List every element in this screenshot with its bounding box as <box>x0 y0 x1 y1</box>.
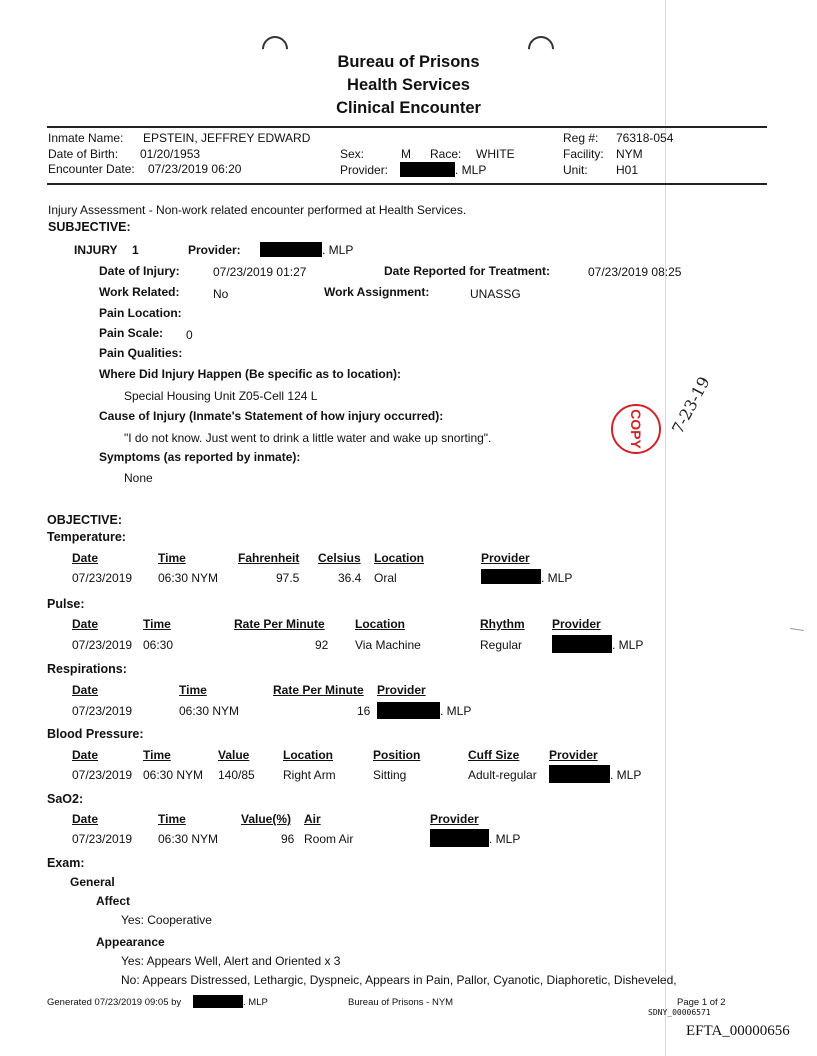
sao2-header-provider: Provider <box>430 812 479 826</box>
respirations-label: Respirations: <box>47 662 127 676</box>
efta-number: EFTA_00000656 <box>686 1023 790 1039</box>
date-reported-value: 07/23/2019 08:25 <box>588 265 682 279</box>
bp-header-date: Date <box>72 748 99 762</box>
respirations-rate: 16 <box>357 704 371 718</box>
handwritten-date: 7-23-19 <box>668 373 714 437</box>
sao2-date: 07/23/2019 <box>72 832 133 846</box>
blood-pressure-label: Blood Pressure: <box>47 727 144 741</box>
temperature-header-date: Date <box>72 551 99 565</box>
copy-stamp <box>611 404 661 454</box>
pulse-header-provider: Provider <box>552 617 601 631</box>
unit-label: Unit: <box>563 163 588 177</box>
where-value: Special Housing Unit Z05-Cell 124 L <box>124 389 318 403</box>
pain-scale-label: Pain Scale: <box>99 326 164 340</box>
bp-header-location: Location <box>283 748 333 762</box>
scan-fold-line <box>665 0 666 1056</box>
provider-suffix: . MLP <box>455 163 487 177</box>
temperature-header-fahrenheit: Fahrenheit <box>238 551 300 565</box>
respirations-provider: . MLP <box>440 704 472 718</box>
sao2-header-date: Date <box>72 812 99 826</box>
redaction-box <box>430 829 489 847</box>
temperature-header-location: Location <box>374 551 424 565</box>
work-assignment-value: UNASSG <box>470 287 521 301</box>
footer-center: Bureau of Prisons - NYM <box>348 997 454 1008</box>
header-title-bureau: Bureau of Prisons <box>337 53 480 71</box>
symptoms-label: Symptoms (as reported by inmate): <box>99 450 301 464</box>
pulse-date: 07/23/2019 <box>72 638 133 652</box>
intro-text: Injury Assessment - Non-work related encounter performed at Health Services. <box>48 203 467 217</box>
temperature-date: 07/23/2019 <box>72 571 133 585</box>
exam-appearance-yes: Yes: Appears Well, Alert and Oriented x 3 <box>121 954 341 968</box>
provider-label: Provider: <box>340 163 389 177</box>
respirations-header-provider: Provider <box>377 683 426 697</box>
exam-heading: Exam: <box>47 856 85 870</box>
respirations-header-date: Date <box>72 683 99 697</box>
exam-appearance-no: No: Appears Distressed, Lethargic, Dyspneic, Appears in Pain, Pallor, Cyanotic, Diaphoretic, Disheveled, <box>121 973 677 987</box>
bp-header-time: Time <box>143 748 171 762</box>
sao2-header-air: Air <box>304 812 321 826</box>
temperature-location: Oral <box>374 571 397 585</box>
redaction-box <box>481 569 541 584</box>
redaction-box <box>377 702 440 719</box>
bp-value: 140/85 <box>218 768 255 782</box>
inmate-name: EPSTEIN, JEFFREY EDWARD <box>143 131 311 145</box>
bp-position: Sitting <box>373 768 407 782</box>
subjective-heading: SUBJECTIVE: <box>48 220 131 234</box>
sao2-header-value: Value(%) <box>241 812 292 826</box>
dob-label: Date of Birth: <box>48 147 119 161</box>
footer-generated: Generated 07/23/2019 09:05 by <box>47 997 182 1008</box>
race-value: WHITE <box>476 147 515 161</box>
exam-affect-label: Affect <box>96 894 131 908</box>
sao2-header-time: Time <box>158 812 186 826</box>
sao2-air: Room Air <box>304 832 354 846</box>
reg-value: 76318-054 <box>616 131 674 145</box>
temperature-provider: . MLP <box>541 571 573 585</box>
temperature-time: 06:30 NYM <box>158 571 219 585</box>
redaction-box <box>193 995 243 1008</box>
temperature-header-celsius: Celsius <box>318 551 361 565</box>
footer-page-number: Page 1 of 2 <box>677 997 726 1008</box>
pulse-header-rhythm: Rhythm <box>480 617 525 631</box>
temperature-header-time: Time <box>158 551 186 565</box>
respirations-time: 06:30 NYM <box>179 704 240 718</box>
unit-value: H01 <box>616 163 639 177</box>
reg-label: Reg #: <box>563 131 599 145</box>
work-assignment-label: Work Assignment: <box>324 285 430 299</box>
respirations-header-rate: Rate Per Minute <box>273 683 364 697</box>
pulse-time: 06:30 <box>143 638 174 652</box>
pulse-rhythm: Regular <box>480 638 523 652</box>
bp-cuff-size: Adult-regular <box>468 768 537 782</box>
bp-header-cuff-size: Cuff Size <box>468 748 520 762</box>
inmate-name-label: Inmate Name: <box>48 131 124 145</box>
objective-heading: OBJECTIVE: <box>47 513 123 527</box>
facility-label: Facility: <box>563 147 604 161</box>
pain-qualities-label: Pain Qualities: <box>99 346 183 360</box>
bp-date: 07/23/2019 <box>72 768 133 782</box>
injury-label: INJURY <box>74 243 118 257</box>
pain-scale-value: 0 <box>186 328 193 342</box>
sao2-time: 06:30 NYM <box>158 832 219 846</box>
cause-value: "I do not know. Just went to drink a little water and wake up snorting". <box>124 431 492 445</box>
pulse-rate: 92 <box>315 638 329 652</box>
injury-provider-label: Provider: <box>188 243 241 257</box>
redaction-box <box>552 635 612 653</box>
exam-general: General <box>70 875 115 889</box>
injury-number: 1 <box>132 243 139 257</box>
respirations-header-time: Time <box>179 683 207 697</box>
header-title-encounter: Clinical Encounter <box>336 99 481 117</box>
temperature-celsius: 36.4 <box>338 571 362 585</box>
header-rule-bottom <box>47 183 767 185</box>
date-reported-label: Date Reported for Treatment: <box>384 264 551 278</box>
copy-stamp-text: COPY <box>628 409 644 449</box>
bp-provider: . MLP <box>610 768 642 782</box>
exam-appearance-label: Appearance <box>96 935 165 949</box>
bp-location: Right Arm <box>283 768 336 782</box>
date-of-injury-value: 07/23/2019 01:27 <box>213 265 307 279</box>
pulse-header-date: Date <box>72 617 99 631</box>
pain-location-label: Pain Location: <box>99 306 182 320</box>
work-related-value: No <box>213 287 229 301</box>
scan-mark <box>790 628 804 631</box>
sex-label: Sex: <box>340 147 365 161</box>
pulse-header-time: Time <box>143 617 171 631</box>
bp-header-provider: Provider <box>549 748 598 762</box>
dob-value: 01/20/1953 <box>140 147 201 161</box>
facility-value: NYM <box>616 147 643 161</box>
encounter-date-label: Encounter Date: <box>48 162 135 176</box>
redaction-box <box>400 162 455 177</box>
bp-header-position: Position <box>373 748 421 762</box>
sao2-label: SaO2: <box>47 792 84 806</box>
encounter-date-value: 07/23/2019 06:20 <box>148 162 242 176</box>
bp-header-value: Value <box>218 748 250 762</box>
symptoms-value: None <box>124 471 153 485</box>
sao2-value: 96 <box>281 832 295 846</box>
date-of-injury-label: Date of Injury: <box>99 264 180 278</box>
pulse-header-rate: Rate Per Minute <box>234 617 325 631</box>
where-label: Where Did Injury Happen (Be specific as to location): <box>99 367 402 381</box>
injury-provider-suffix: . MLP <box>322 243 354 257</box>
redaction-box <box>260 242 322 257</box>
pulse-location: Via Machine <box>355 638 421 652</box>
bp-time: 06:30 NYM <box>143 768 204 782</box>
respirations-date: 07/23/2019 <box>72 704 133 718</box>
redaction-box <box>549 765 610 783</box>
temperature-header-provider: Provider <box>481 551 530 565</box>
header-rule-top <box>47 126 767 128</box>
temperature-fahrenheit: 97.5 <box>276 571 300 585</box>
temperature-label: Temperature: <box>47 530 126 544</box>
footer-generated-suffix: . MLP <box>243 997 268 1008</box>
cause-label: Cause of Injury (Inmate's Statement of how injury occurred): <box>99 409 444 423</box>
exam-affect-value: Yes: Cooperative <box>121 913 212 927</box>
sao2-provider: . MLP <box>489 832 521 846</box>
header-title-health: Health Services <box>347 76 470 94</box>
work-related-label: Work Related: <box>99 285 180 299</box>
bates-number: SDNY_00006571 <box>648 1008 711 1017</box>
pulse-header-location: Location <box>355 617 405 631</box>
pulse-provider: . MLP <box>612 638 644 652</box>
pulse-label: Pulse: <box>47 597 85 611</box>
race-label: Race: <box>430 147 462 161</box>
sex-value: M <box>401 147 411 161</box>
